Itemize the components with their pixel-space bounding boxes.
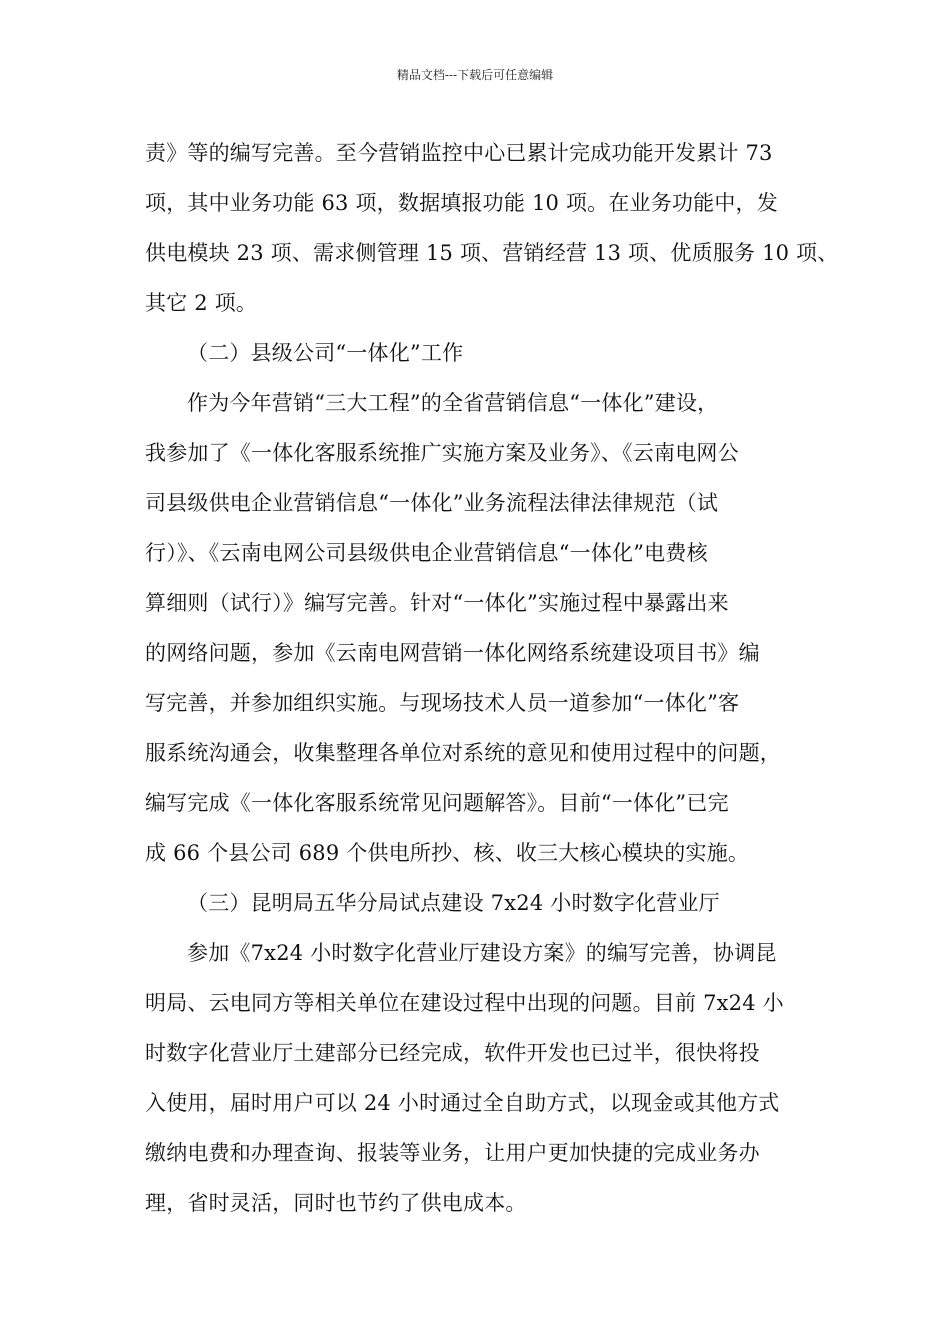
text-line: 写完善，并参加组织实施。与现场技术人员一道参加“一体化”客 <box>145 691 740 715</box>
text-line: 时数字化营业厅土建部分已经完成，软件开发也已过半，很快将投 <box>145 1041 760 1065</box>
text-line: 其它 2 项。 <box>145 291 258 315</box>
document-body <box>145 128 839 1228</box>
text-line: 服系统沟通会，收集整理各单位对系统的意见和使用过程中的问题， <box>145 741 781 765</box>
text-line: 作为今年营销“三大工程”的全省营销信息“一体化”建设， <box>187 391 719 415</box>
page-header: 精品文档---下载后可任意编辑 <box>396 68 554 82</box>
text-line: 缴纳电费和办理查询、报装等业务，让用户更加快捷的完成业务办 <box>145 1141 760 1165</box>
section-heading: （三）昆明局五华分局试点建设 7x24 小时数字化营业厅 <box>187 891 720 915</box>
text-line: 行）》、《云南电网公司县级供电企业营销信息“一体化”电费核 <box>145 541 708 565</box>
text-line: 的网络问题，参加《云南电网营销一体化网络系统建设项目书》编 <box>145 641 760 665</box>
text-line: 司县级供电企业营销信息“一体化”业务流程法律法律规范（试 <box>145 491 719 515</box>
text-line: 理，省时灵活，同时也节约了供电成本。 <box>145 1191 527 1215</box>
text-line: 参加《7x24 小时数字化营业厅建设方案》的编写完善，协调昆 <box>187 941 777 965</box>
section-heading: （二）县级公司“一体化”工作 <box>187 341 464 365</box>
text-line: 入使用，届时用户可以 24 小时通过全自助方式，以现金或其他方式 <box>145 1091 780 1115</box>
text-line: 我参加了《一体化客服系统推广实施方案及业务》、《云南电网公 <box>145 441 739 465</box>
text-line: 责》等的编写完善。至今营销监控中心已累计完成功能开发累计 73 <box>145 141 773 165</box>
text-line: 算细则（试行）》编写完善。针对“一体化”实施过程中暴露出来 <box>145 591 729 615</box>
text-line: 编写完成《一体化客服系统常见问题解答》。目前“一体化”已完 <box>145 791 729 815</box>
text-line: 成 66 个县公司 689 个供电所抄、核、收三大核心模块的实施。 <box>145 841 750 865</box>
text-line: 项，其中业务功能 63 项，数据填报功能 10 项。在业务功能中，发 <box>145 191 778 215</box>
text-line: 明局、云电同方等相关单位在建设过程中出现的问题。目前 7x24 小 <box>145 991 784 1015</box>
text-line: 供电模块 23 项、需求侧管理 15 项、营销经营 13 项、优质服务 10 项、 <box>145 241 839 265</box>
